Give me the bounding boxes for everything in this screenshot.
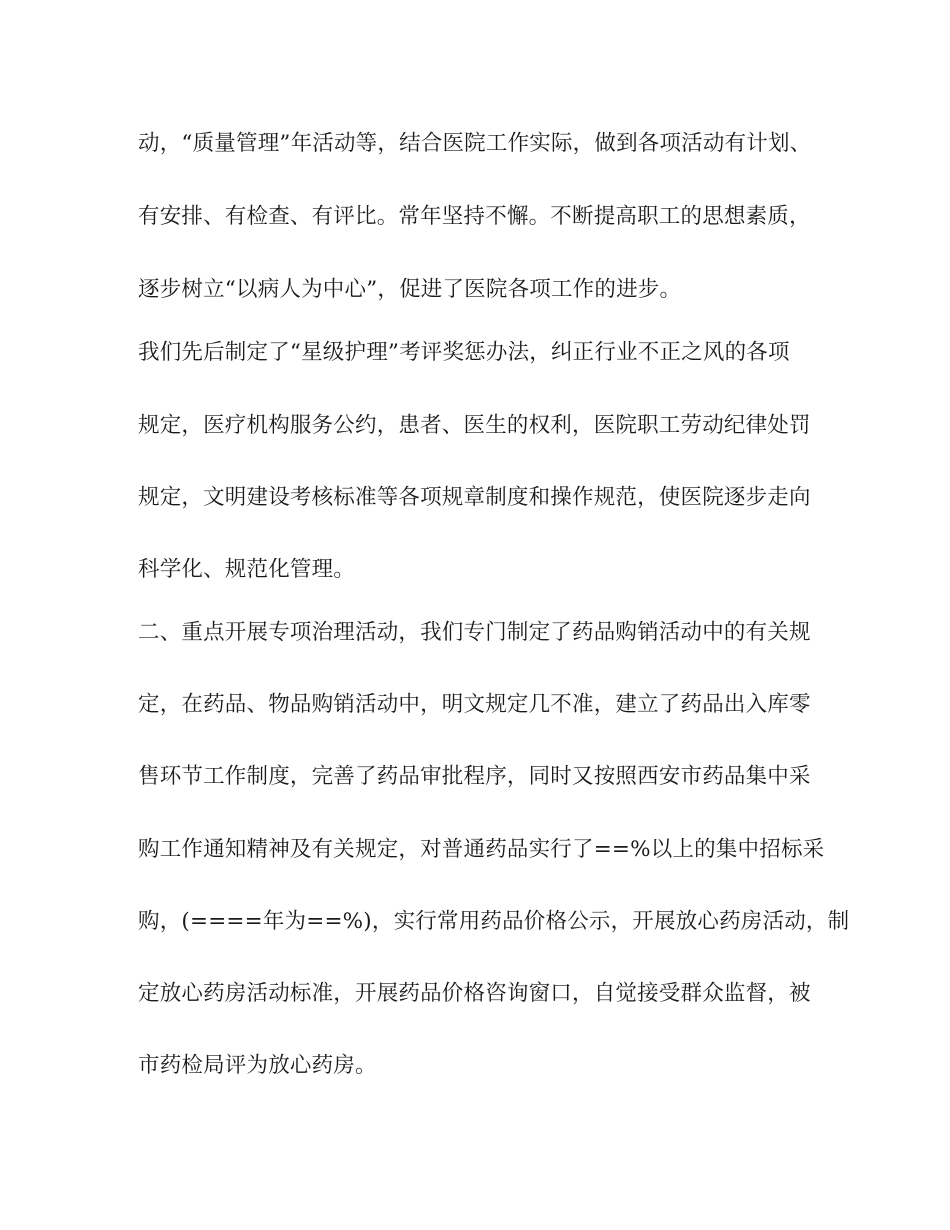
- paragraph2-line1: 我们先后制定了“星级护理”考评奖惩办法，纠正行业不正之风的各项: [138, 340, 790, 365]
- paragraph3-line7: 市药检局评为放心药房。: [138, 1053, 377, 1078]
- paragraph2-line3: 规定，文明建设考核标准等各项规章制度和操作规范，使医院逐步走向: [138, 485, 811, 510]
- paragraph1-line2: 有安排、有检查、有评比。常年坚持不懈。不断提高职工的思想素质，: [138, 204, 811, 229]
- paragraph3-line4: 购工作通知精神及有关规定，对普通药品实行了==%以上的集中招标采: [138, 837, 825, 862]
- paragraph3-line1: 二、重点开展专项治理活动，我们专门制定了药品购销活动中的有关规: [138, 620, 811, 645]
- paragraph1-line3: 逐步树立“以病人为中心”，促进了医院各项工作的进步。: [138, 277, 682, 302]
- paragraph3-line5: 购，(====年为==%)，实行常用药品价格公示，开展放心药房活动，制: [138, 909, 850, 934]
- paragraph3-line2: 定，在药品、物品购销活动中，明文规定几不准，建立了药品出入库零: [138, 692, 811, 717]
- paragraph3-line3: 售环节工作制度，完善了药品审批程序，同时又按照西安市药品集中采: [138, 764, 811, 789]
- paragraph1-line1: 动，“质量管理”年活动等，结合医院工作实际，做到各项活动有计划、: [138, 131, 812, 156]
- paragraph2-line4: 科学化、规范化管理。: [138, 557, 356, 582]
- paragraph3-line6: 定放心药房活动标准，开展药品价格咨询窗口，自觉接受群众监督，被: [138, 981, 811, 1006]
- paragraph2-line2: 规定，医疗机构服务公约，患者、医生的权利，医院职工劳动纪律处罚: [138, 413, 811, 438]
